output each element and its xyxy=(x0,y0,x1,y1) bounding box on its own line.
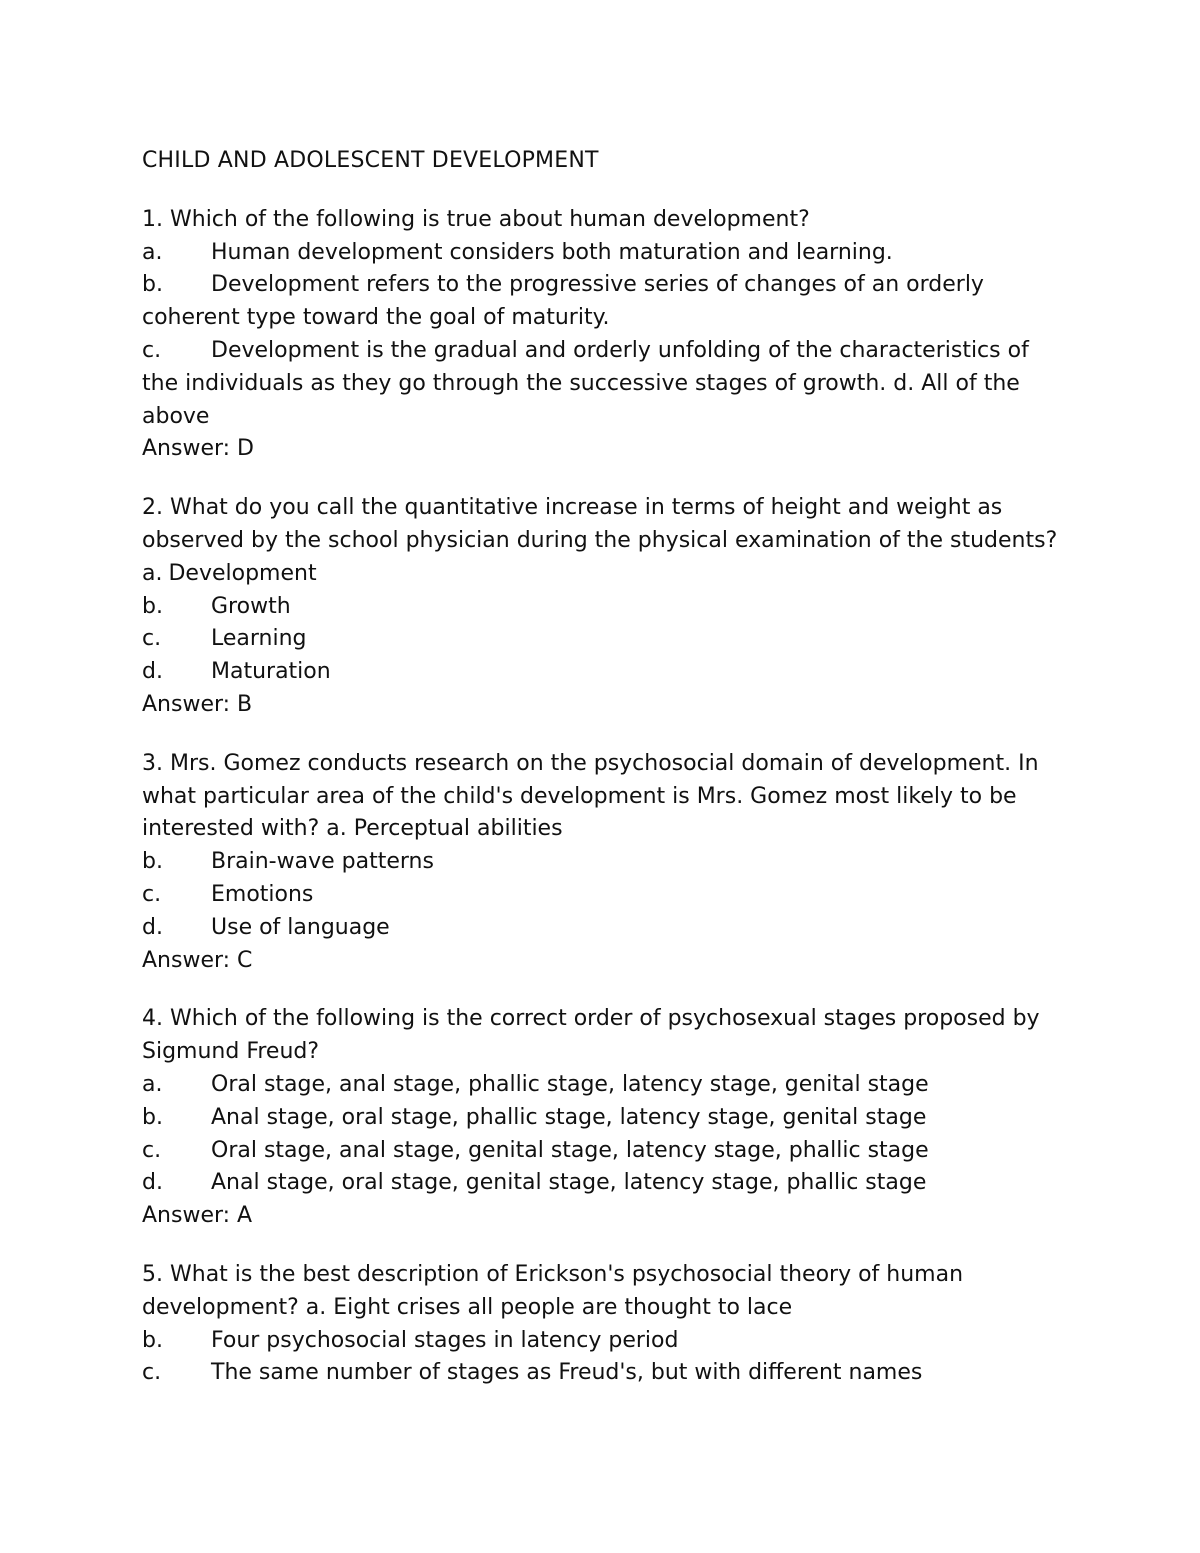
option-text: Development refers to the progressive series of changes of an orderly coherent type toward the goal of maturity. xyxy=(142,272,984,331)
option-letter: c. xyxy=(142,1360,162,1386)
answer-line: Answer: D xyxy=(142,436,254,462)
question-text xyxy=(142,492,1062,558)
answer-line: Answer: B xyxy=(142,691,253,717)
option-b xyxy=(142,846,1062,879)
option-b xyxy=(142,591,1062,624)
question-text xyxy=(142,204,1062,237)
option-a xyxy=(142,1069,1062,1102)
question-stem: Mrs. Gomez conducts research on the psychosocial domain of development. In what particular area of the child's development is Mrs. Gomez most likely to be interested with? a. Perceptual abilities xyxy=(142,750,1039,842)
answer-line: Answer: A xyxy=(142,1203,253,1229)
option-letter: a. xyxy=(142,239,163,265)
question-stem: Which of the following is true about human development? xyxy=(170,206,810,232)
option-text: Maturation xyxy=(211,659,331,685)
option-d xyxy=(142,912,1062,945)
option-letter: b. xyxy=(142,272,163,298)
option-text: Oral stage, anal stage, phallic stage, latency stage, genital stage xyxy=(211,1071,929,1097)
answer-line: Answer: C xyxy=(142,947,253,973)
option-b xyxy=(142,269,1062,335)
option-text: Growth xyxy=(211,593,291,619)
question-text xyxy=(142,1259,1062,1325)
option-c xyxy=(142,1357,1062,1390)
option-letter: b. xyxy=(142,1104,163,1130)
question-stem: Which of the following is the correct order of psychosexual stages proposed by Sigmund Freud? xyxy=(142,1006,1040,1065)
option-letter: a. xyxy=(142,560,163,586)
option-text: Oral stage, anal stage, genital stage, latency stage, phallic stage xyxy=(211,1137,929,1163)
question-number: 3. xyxy=(142,750,163,776)
option-a xyxy=(142,558,1062,591)
question-stem: What is the best description of Erickson's psychosocial theory of human development? a. Eight crises all people are thought to lace xyxy=(142,1261,964,1320)
option-c xyxy=(142,879,1062,912)
option-letter: d. xyxy=(142,1170,163,1196)
option-letter: c. xyxy=(142,881,162,907)
question-number: 5. xyxy=(142,1261,163,1287)
option-d xyxy=(142,656,1062,689)
option-text: Use of language xyxy=(211,914,390,940)
option-text: Human development considers both maturation and learning. xyxy=(211,239,893,265)
question-3 xyxy=(142,748,1062,978)
option-text: Anal stage, oral stage, genital stage, latency stage, phallic stage xyxy=(211,1170,927,1196)
option-letter: d. xyxy=(142,914,163,940)
document-title: CHILD AND ADOLESCENT DEVELOPMENT xyxy=(142,148,599,173)
option-text: Development xyxy=(168,560,317,586)
option-c xyxy=(142,1135,1062,1168)
option-text: Development is the gradual and orderly unfolding of the characteristics of the individuals as they go through the successive stages of growth. d. All of the above xyxy=(142,337,1029,429)
option-letter: c. xyxy=(142,1137,162,1163)
option-text: Learning xyxy=(211,626,307,652)
document-page xyxy=(142,145,1062,1416)
option-letter: c. xyxy=(142,337,162,363)
question-text xyxy=(142,748,1062,846)
option-c xyxy=(142,623,1062,656)
question-number: 4. xyxy=(142,1006,163,1032)
option-b xyxy=(142,1102,1062,1135)
option-letter: a. xyxy=(142,1071,163,1097)
question-4 xyxy=(142,1003,1062,1233)
option-letter: b. xyxy=(142,849,163,875)
option-d xyxy=(142,1167,1062,1200)
option-text: Brain-wave patterns xyxy=(211,849,434,875)
option-text: Emotions xyxy=(211,881,314,907)
option-text: Anal stage, oral stage, phallic stage, latency stage, genital stage xyxy=(211,1104,927,1130)
option-text: Four psychosocial stages in latency period xyxy=(211,1327,679,1353)
question-1 xyxy=(142,204,1062,466)
question-stem: What do you call the quantitative increase in terms of height and weight as observed by the school physician during the physical examination of the students? xyxy=(142,495,1058,553)
option-letter: c. xyxy=(142,626,162,652)
question-number: 1. xyxy=(142,206,163,232)
option-letter: b. xyxy=(142,593,163,619)
option-letter: b. xyxy=(142,1327,163,1353)
question-text xyxy=(142,1003,1062,1069)
option-a xyxy=(142,237,1062,270)
option-b xyxy=(142,1325,1062,1358)
question-5 xyxy=(142,1259,1062,1390)
option-letter: d. xyxy=(142,659,163,685)
option-c xyxy=(142,335,1062,433)
question-number: 2. xyxy=(142,495,163,521)
question-2 xyxy=(142,492,1062,722)
option-text: The same number of stages as Freud's, but with different names xyxy=(211,1360,923,1386)
